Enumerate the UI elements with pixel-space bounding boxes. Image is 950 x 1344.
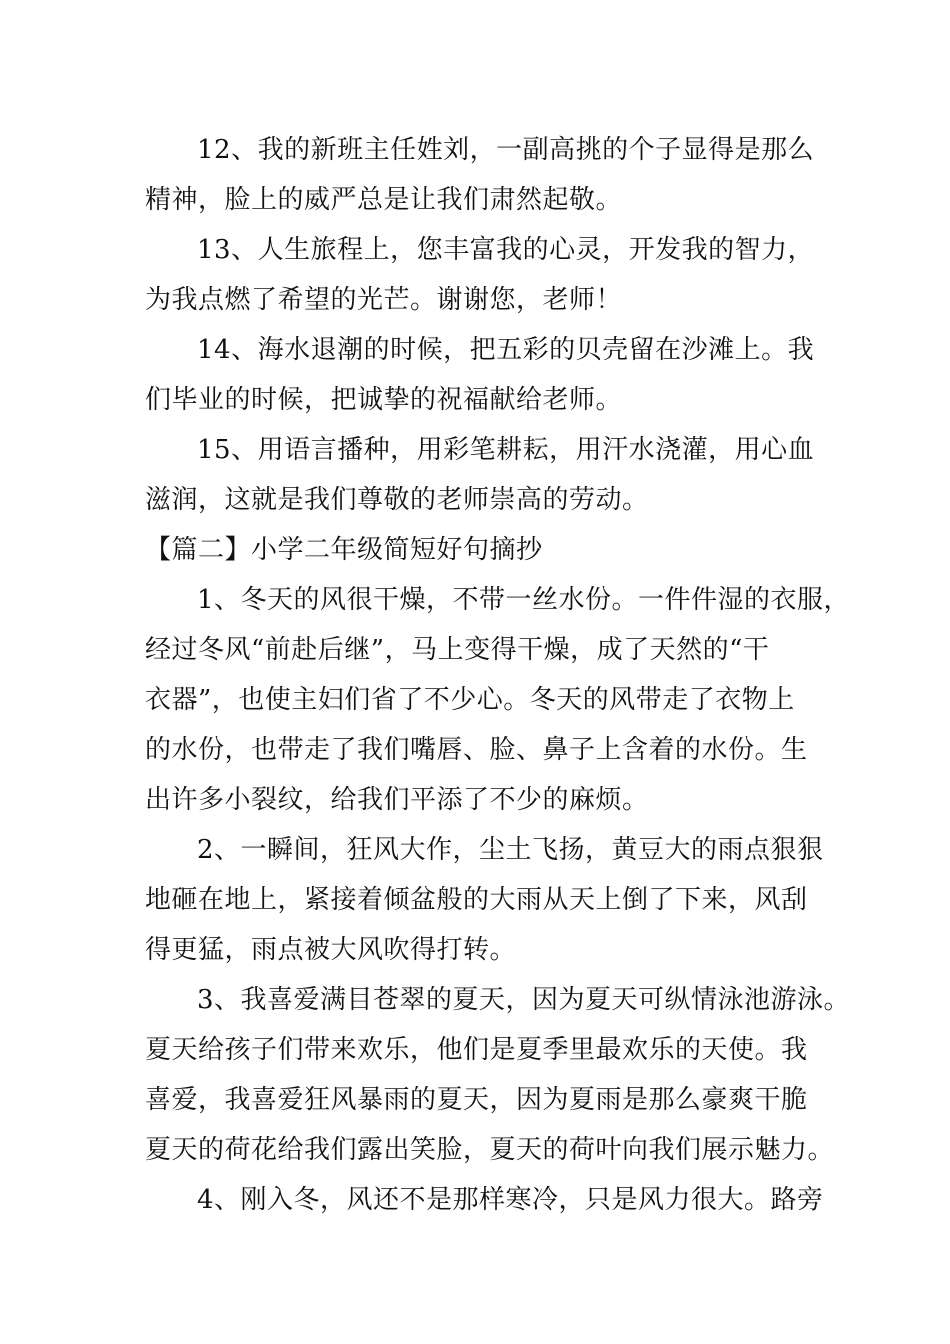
text-line: 夏天的荷花给我们露出笑脸，夏天的荷叶向我们展示魅力。 [145,1135,835,1165]
text-line: 得更猛，雨点被大风吹得打转。 [145,935,517,965]
text-line: 3、我喜爱满目苍翠的夏天，因为夏天可纵情泳池游泳。 [197,985,851,1015]
text-line: 出许多小裂纹，给我们平添了不少的麻烦。 [145,785,649,815]
text-line: 衣器”，也使主妇们省了不少心。冬天的风带走了衣物上 [145,685,795,715]
text-line: 13、人生旅程上，您丰富我的心灵，开发我的智力， [197,235,815,265]
text-line: 喜爱，我喜爱狂风暴雨的夏天，因为夏雨是那么豪爽干脆 [145,1085,808,1115]
text-line: 15、用语言播种，用彩笔耕耘，用汗水浇灌，用心血 [197,435,815,465]
text-line: 夏天给孩子们带来欢乐，他们是夏季里最欢乐的天使。我 [145,1035,808,1065]
text-line: 地砸在地上，紧接着倾盆般的大雨从天上倒了下来，风刮 [145,885,808,915]
text-line: 12、我的新班主任姓刘，一副高挑的个子显得是那么 [197,135,815,165]
text-line: 为我点燃了希望的光芒。谢谢您，老师！ [145,285,623,315]
text-line: 1、冬天的风很干燥，不带一丝水份。一件件湿的衣服， [197,585,851,615]
text-line: 4、刚入冬，风还不是那样寒冷，只是风力很大。路旁 [197,1185,824,1215]
text-line: 精神，脸上的威严总是让我们肃然起敬。 [145,185,623,215]
section-heading: 【篇二】小学二年级简短好句摘抄 [145,535,543,565]
text-line: 的水份，也带走了我们嘴唇、脸、鼻子上含着的水份。生 [145,735,808,765]
text-line: 2、一瞬间，狂风大作，尘土飞扬，黄豆大的雨点狠狠 [197,835,824,865]
text-line: 经过冬风“前赴后继”，马上变得干燥，成了天然的“干 [145,635,770,665]
text-line: 们毕业的时候，把诚挚的祝福献给老师。 [145,385,623,415]
text-line: 14、海水退潮的时候，把五彩的贝壳留在沙滩上。我 [197,335,815,365]
text-line: 滋润，这就是我们尊敬的老师崇高的劳动。 [145,485,649,515]
